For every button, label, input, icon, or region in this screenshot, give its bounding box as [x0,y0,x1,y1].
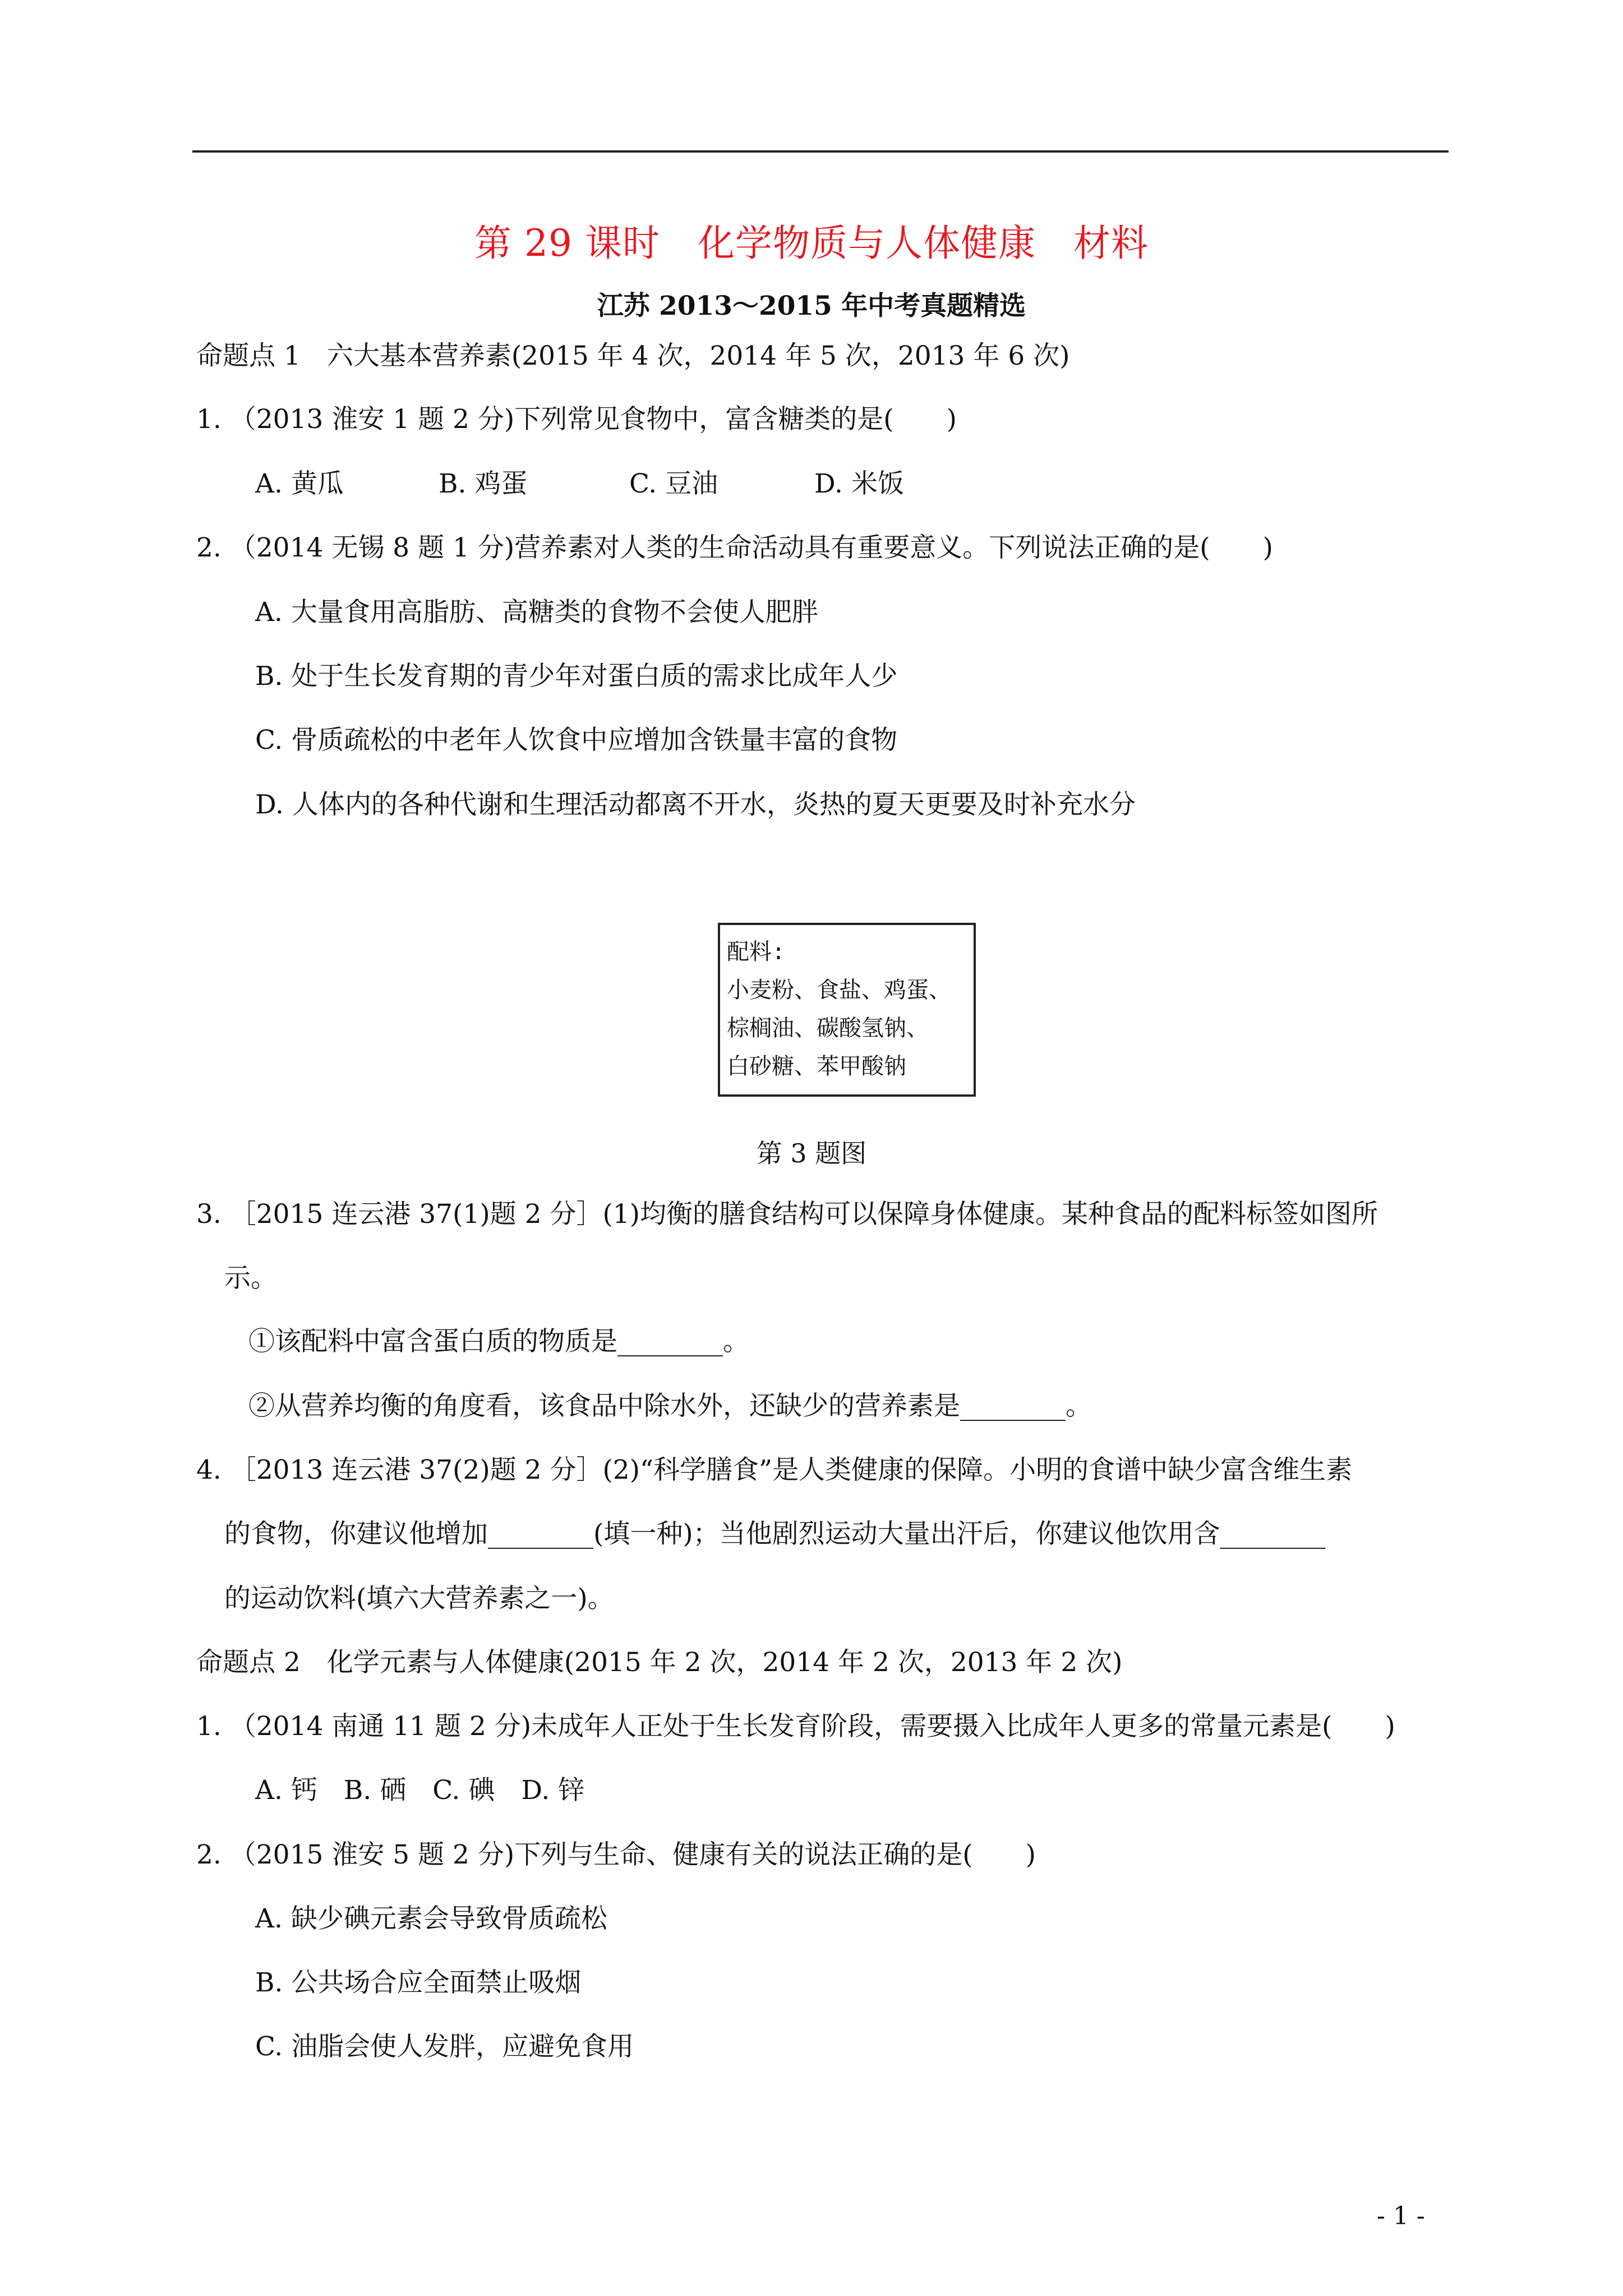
ingredient-label-heading: 配料: [727,939,786,965]
s1-q3-sub1: ①该配料中富含蛋白质的物质是________。 [248,1326,749,1357]
s1-q2-stem: 2. （2014 无锡 8 题 1 分)营养素对人类的生命活动具有重要意义。下列说法正确的是( ) [196,532,1273,563]
s1-q1-option-c: C. 豆油 [629,468,718,499]
ingredient-label-figure [718,923,976,1097]
page-subtitle: 江苏 2013～2015 年中考真题精选 [597,291,1026,321]
figure-caption: 第 3 题图 [756,1138,867,1168]
s2-q1-stem: 1. （2014 南通 11 题 2 分)未成年人正处于生长发育阶段，需要摄入比成年人更多的常量元素是( ) [196,1711,1395,1742]
s1-q1-stem: 1. （2013 淮安 1 题 2 分)下列常见食物中，富含糖类的是( ) [196,404,957,435]
s2-q2-option-a: A. 缺少碘元素会导致骨质疏松 [255,1903,607,1934]
ingredient-label-line: 小麦粉、食盐、鸡蛋、 [727,977,951,1003]
s2-q2-option-c: C. 油脂会使人发胖，应避免食用 [255,2031,634,2062]
page-number: - 1 - [1377,2202,1425,2230]
ingredient-label-line: 白砂糖、苯甲酸钠 [727,1053,906,1079]
s1-q3-stem-line1: 3. ［2015 连云港 37(1)题 2 分］(1)均衡的膳食结构可以保障身体健康。某种食品的配料标签如图所 [196,1199,1378,1230]
s1-q1-option-b: B. 鸡蛋 [439,468,528,499]
s1-q4-line2: 的食物，你建议他增加________(填一种)；当他剧烈运动大量出汗后，你建议他饮用含________ [224,1519,1326,1549]
s2-q2-option-b: B. 公共场合应全面禁止吸烟 [255,1967,582,1998]
s1-q4-line1: 4. ［2013 连云港 37(2)题 2 分］(2)“科学膳食”是人类健康的保障。小明的食谱中缺少富含维生素 [196,1455,1353,1485]
s1-q2-option-b: B. 处于生长发育期的青少年对蛋白质的需求比成年人少 [255,661,898,692]
s1-q1-option-d: D. 米饭 [814,468,904,499]
s2-q1-options: A. 钙 B. 硒 C. 碘 D. 锌 [255,1775,585,1806]
s1-q2-option-c: C. 骨质疏松的中老年人饮食中应增加含铁量丰富的食物 [255,725,898,756]
page-title: 第 29 课时 化学物质与人体健康 材料 [474,222,1149,265]
s1-q2-option-d: D. 人体内的各种代谢和生理活动都离不开水，炎热的夏天更要及时补充水分 [255,789,1136,820]
s1-q2-option-a: A. 大量食用高脂肪、高糖类的食物不会使人肥胖 [255,597,818,628]
s1-q1-option-a: A. 黄瓜 [255,468,344,499]
section1-header: 命题点 1 六大基本营养素(2015 年 4 次，2014 年 5 次，2013 年 6 次) [196,341,1070,371]
s1-q3-sub2: ②从营养均衡的角度看，该食品中除水外，还缺少的营养素是________。 [248,1391,1092,1421]
section2-header: 命题点 2 化学元素与人体健康(2015 年 2 次，2014 年 2 次，2013 年 2 次) [196,1647,1123,1678]
s1-q4-line3: 的运动饮料(填六大营养素之一)。 [224,1583,614,1614]
ingredient-label-line: 棕榈油、碳酸氢钠、 [727,1015,929,1041]
s2-q2-stem: 2. （2015 淮安 5 题 2 分)下列与生命、健康有关的说法正确的是( ) [196,1839,1036,1870]
header-rule [192,150,1449,153]
s1-q3-stem-line2: 示。 [224,1263,277,1294]
